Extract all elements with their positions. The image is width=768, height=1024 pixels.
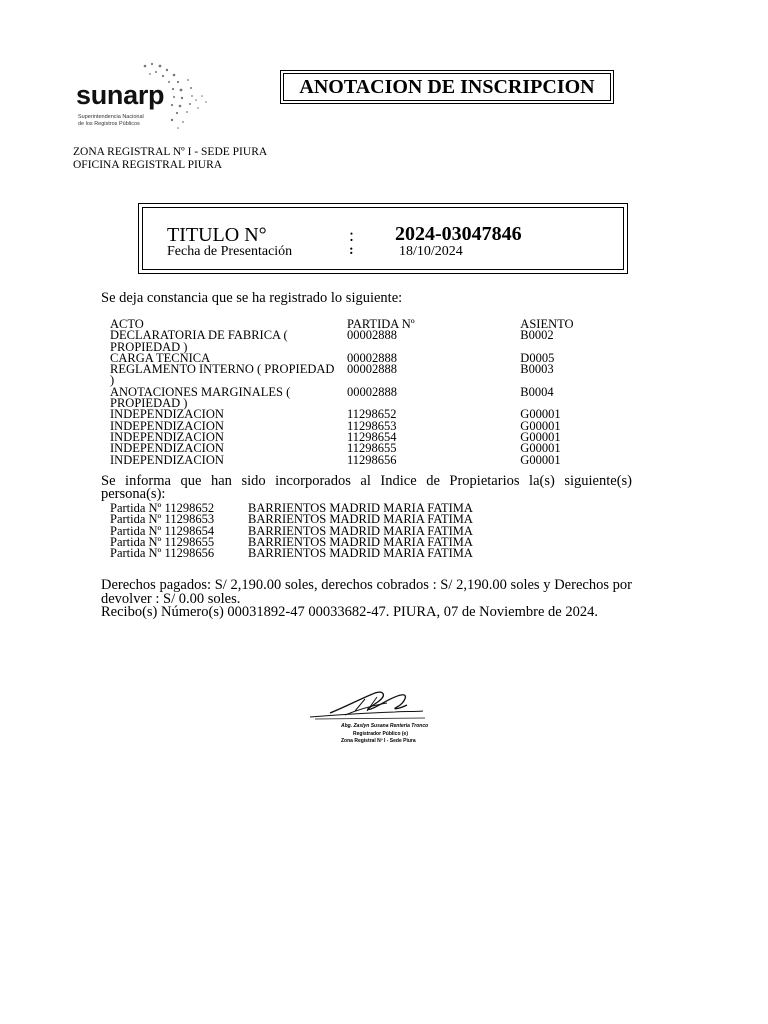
partida-cell: 11298653 [347,418,397,433]
partida-cell: 11298655 [347,441,397,456]
partida-cell: 00002888 [347,384,398,399]
asiento-cell: B0002 [520,328,554,343]
acts-table [110,319,590,466]
person-name: BARRIENTOS MADRID MARIA FATIMA [248,546,473,561]
person-name: BARRIENTOS MADRID MARIA FATIMA [248,512,473,527]
titulo-label: TITULO N° [167,224,267,246]
titulo-box [138,203,628,274]
signature-scribble [305,685,435,725]
fecha-colon: : [349,243,354,258]
persons-list [110,503,473,559]
person-name: BARRIENTOS MADRID MARIA FATIMA [248,523,473,538]
partida-cell: 00002888 [347,350,398,365]
partida-cell: 11298652 [347,407,397,422]
person-partida: Partida Nº 11298654 [110,523,215,538]
acto-cell: PROPIEDAD ) [110,396,188,411]
acto-cell: INDEPENDIZACION [110,452,224,467]
asiento-cell: G00001 [520,452,561,467]
asiento-cell: D0005 [520,350,555,365]
logo-subtitle-line1: Superintendencia Nacional [78,114,144,120]
derechos-text: Derechos pagados: S/ 2,190.00 soles, derechos cobrados : S/ 2,190.00 soles y Derechos por devolver : S/ 0.00 soles. [101,577,632,607]
office-block [73,146,267,171]
acto-header: ACTO [110,317,144,331]
logo-subtitle-line2: de los Registros Públicos [78,120,140,127]
zona-registral: ZONA REGISTRAL Nº I - SEDE PIURA [73,146,268,158]
person-name: BARRIENTOS MADRID MARIA FATIMA [248,501,473,515]
person-partida: Partida Nº 11298655 [110,534,215,549]
signature-role: Registrador Público (e) [353,731,409,737]
asiento-header: ASIENTO [520,317,574,331]
header-box [280,70,614,104]
person-name: BARRIENTOS MADRID MARIA FATIMA [248,534,473,549]
signature-name: Abg. Zaslyn Susana Renteria Tronco [341,723,429,729]
asiento-cell: B0003 [520,362,554,377]
logo-wordmark: sunarp [76,80,165,110]
acto-cell: REGLAMENTO INTERNO ( PROPIEDAD [110,362,335,377]
document-title: ANOTACION DE INSCRIPCION [283,73,611,101]
partida-cell: 00002888 [347,362,398,377]
fecha-label: Fecha de Presentación [167,244,293,259]
acto-cell: INDEPENDIZACION [110,418,224,433]
asiento-cell: B0004 [520,384,554,399]
person-partida: Partida Nº 11298656 [110,546,215,561]
person-row [110,548,473,559]
acto-cell: INDEPENDIZACION [110,407,224,422]
acto-cell: INDEPENDIZACION [110,441,224,456]
recibo-text: Recibo(s) Número(s) 00031892-47 00033682-47. PIURA, 07 de Noviembre de 2024. [101,604,598,620]
acto-cell: PROPIEDAD ) [110,339,188,354]
act-row [110,364,590,375]
acto-cell: CARGA TECNICA [110,350,211,365]
person-partida: Partida Nº 11298653 [110,512,215,527]
acto-cell: DECLARATORIA DE FABRICA ( [110,328,288,343]
signature-block [305,685,435,755]
logo-subtitle [78,114,158,127]
partida-cell: 11298656 [347,452,397,467]
acto-cell: INDEPENDIZACION [110,429,224,444]
intro-text: Se deja constancia que se ha registrado lo siguiente: [101,290,403,306]
asiento-cell: G00001 [520,418,561,433]
informa-text: Se informa que han sido incorporados al Indice de Propietarios la(s) siguiente(s) persona(s): [101,473,632,502]
oficina-registral: OFICINA REGISTRAL PIURA [73,158,223,171]
act-row [110,452,590,467]
titulo-number: 2024-03047846 [395,223,522,245]
fecha-value: 18/10/2024 [399,244,463,259]
titulo-colon: : [349,225,355,245]
asiento-cell: G00001 [520,429,561,444]
derechos-block [101,579,632,620]
partida-header: PARTIDA Nº [347,317,415,331]
asiento-cell: G00001 [520,441,561,456]
signature-zona: Zona Registral Nº I - Sede Piura [341,738,416,744]
asiento-cell: G00001 [520,407,561,422]
partida-cell: 11298654 [347,429,397,444]
acto-cell: ANOTACIONES MARGINALES ( [110,384,291,399]
acto-cell: ) [110,373,115,388]
partida-cell: 00002888 [347,328,398,343]
person-partida: Partida Nº 11298652 [110,501,215,515]
sunarp-logo [70,58,220,138]
